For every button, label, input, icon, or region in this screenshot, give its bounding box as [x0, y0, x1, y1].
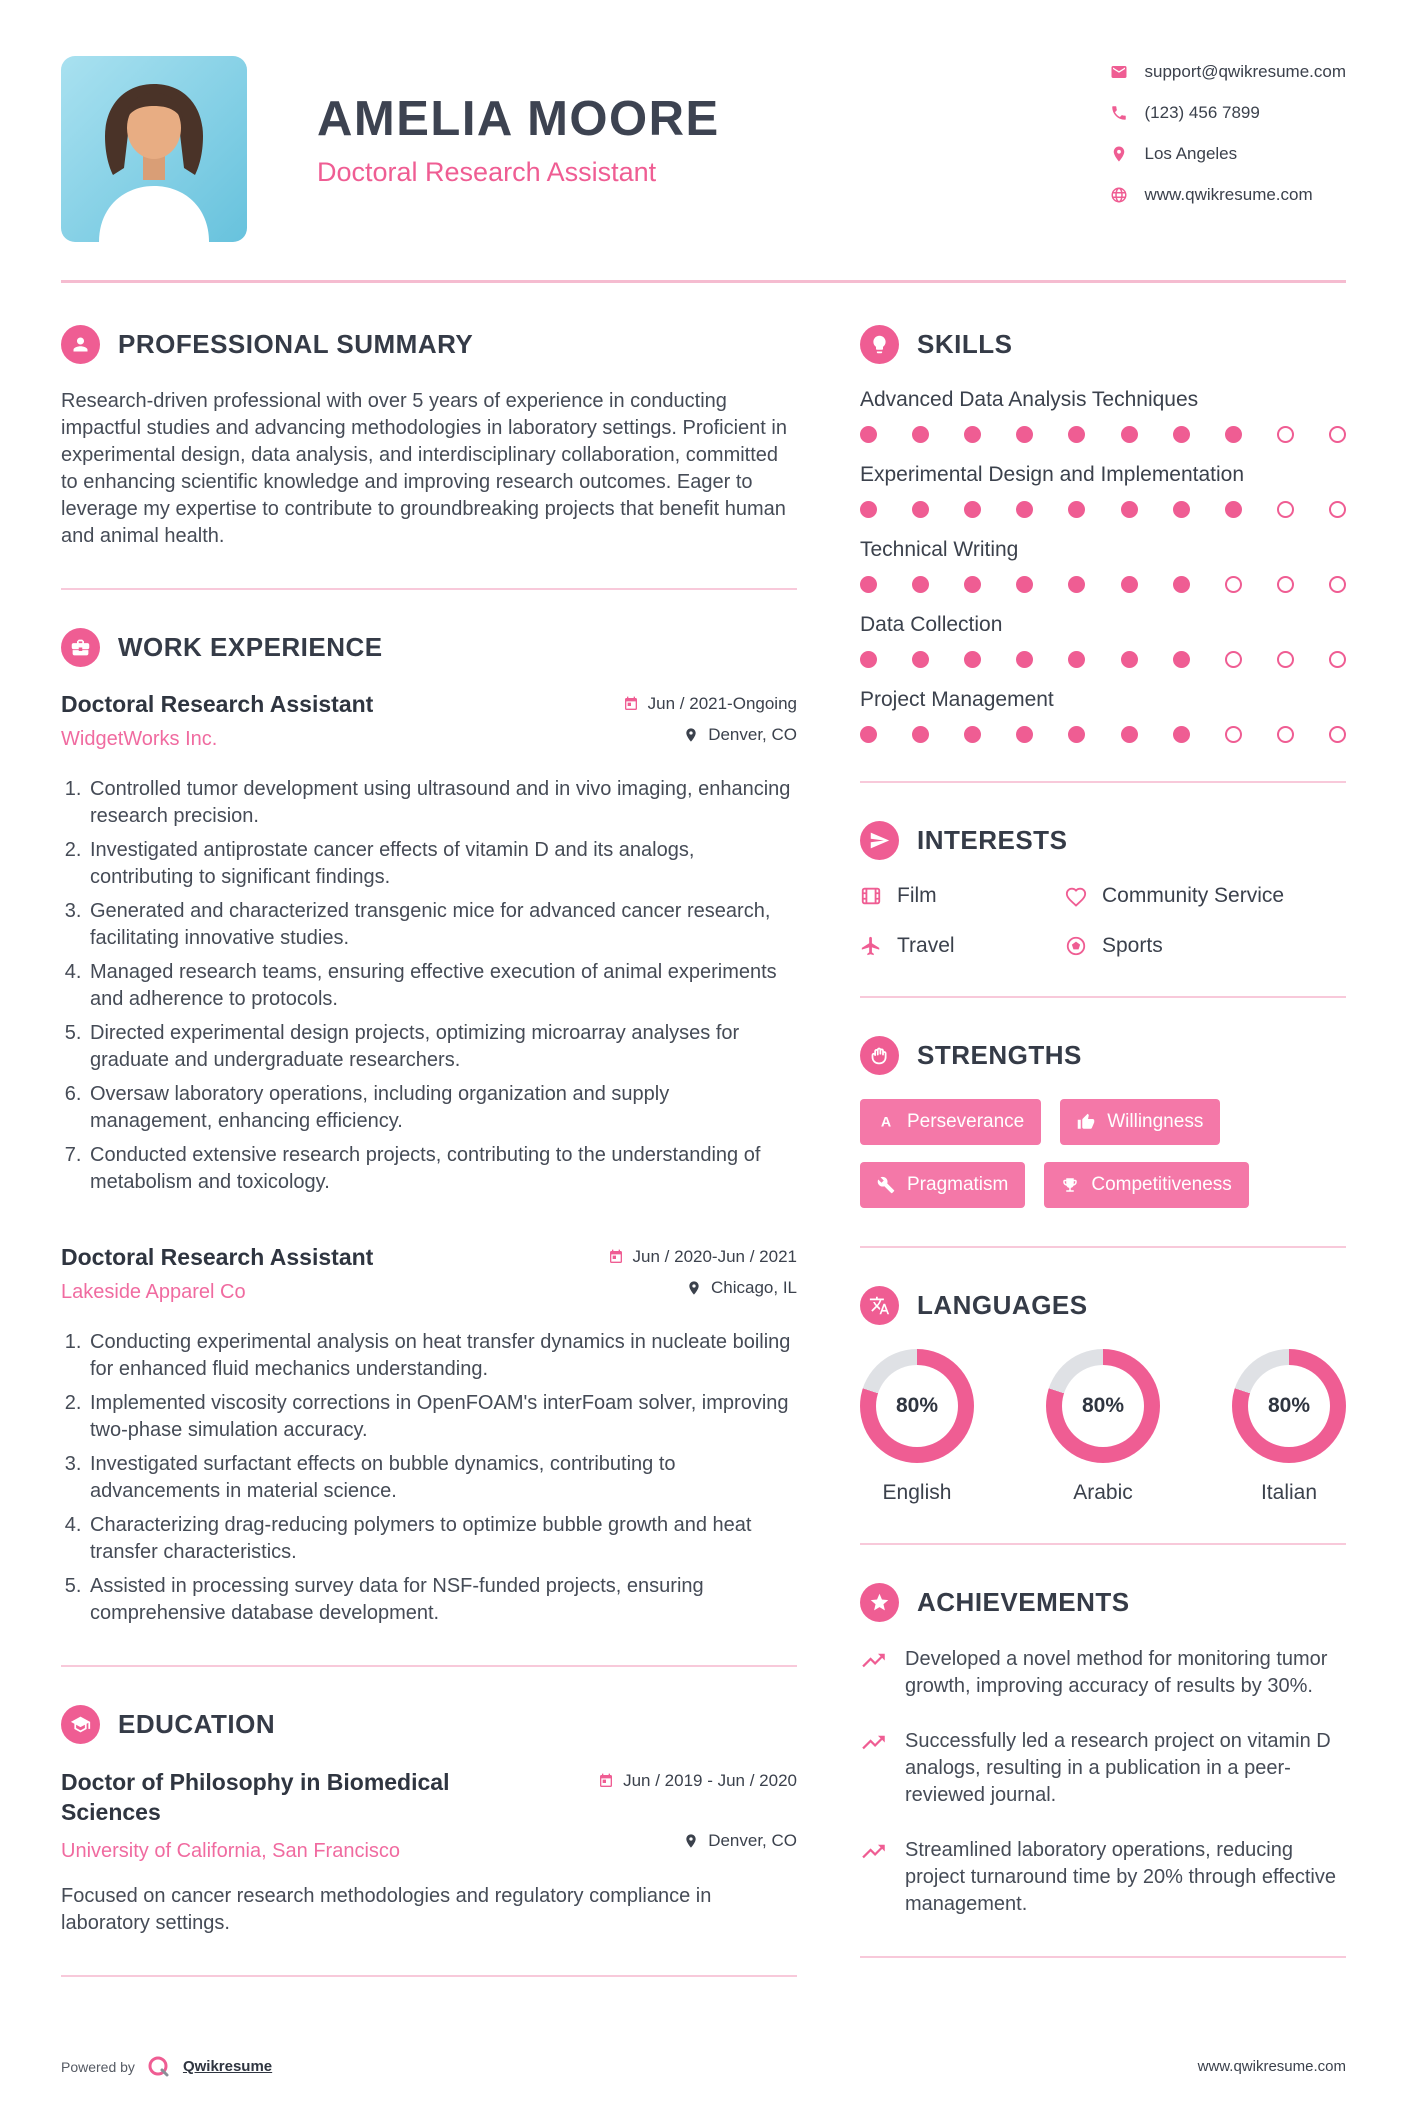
phone-icon: [1110, 104, 1128, 122]
job-head: [61, 1244, 797, 1309]
job-bullet: 5. Assisted in processing survey data for NSF-funded projects, ensuring comprehensive database development.: [87, 1573, 797, 1627]
trophy-icon: [1061, 1176, 1079, 1194]
interest-item: [1065, 884, 1346, 908]
rating-dot-filled: [1016, 726, 1033, 743]
svg-text:A: A: [880, 1114, 892, 1131]
section-divider: [860, 996, 1346, 998]
interests-header: [860, 821, 1346, 860]
job-bullet: 1. Controlled tumor development using ultrasound and in vivo imaging, enhancing research precision.: [87, 776, 797, 830]
rating-dot-filled: [964, 426, 981, 443]
language-percent: 80%: [1248, 1365, 1330, 1447]
achievement-item: [860, 1728, 1346, 1809]
strengths-section: [860, 1036, 1346, 1208]
education-location-text: Denver, CO: [708, 1830, 797, 1850]
job-location-text: Chicago, IL: [711, 1278, 797, 1297]
candidate-name: AMELIA MOORE: [317, 92, 720, 146]
translate-icon: [860, 1286, 899, 1325]
strength-chip: [860, 1099, 1041, 1145]
language-name: Arabic: [1073, 1481, 1133, 1504]
rating-dot-filled: [912, 576, 929, 593]
section-title-skills: SKILLS: [917, 329, 1013, 359]
language-item: [860, 1349, 974, 1505]
pin-icon: [1110, 145, 1128, 163]
languages-list: [860, 1349, 1346, 1505]
briefcase-icon: [61, 628, 100, 667]
contact-item: [1110, 144, 1347, 164]
achievements-section: [860, 1583, 1346, 1918]
calendar-icon: [623, 696, 639, 712]
strengths-list: [860, 1099, 1346, 1208]
achievement-text: Successfully led a research project on vitamin D analogs, resulting in a publication in a peer-reviewed journal.: [905, 1730, 1331, 1806]
skill-item: [860, 538, 1346, 593]
job-location-text: Denver, CO: [708, 725, 797, 744]
pin-icon: [683, 1833, 699, 1849]
skill-name: Advanced Data Analysis Techniques: [860, 388, 1199, 411]
person-icon: [61, 325, 100, 364]
qwikresume-logo-icon: [147, 2055, 171, 2079]
job-bullet: 4. Characterizing drag-reducing polymers to optimize bubble growth and heat transfer characteristics.: [87, 1512, 797, 1566]
language-item: [1232, 1349, 1346, 1505]
rating-dot-filled: [1068, 651, 1085, 668]
skill-rating: [860, 576, 1346, 593]
rating-dot-empty: [1277, 501, 1294, 518]
job-company: WidgetWorks Inc.: [61, 728, 218, 750]
interest-label: Community Service: [1102, 884, 1285, 907]
work-section: [61, 628, 797, 1627]
skill-name: Technical Writing: [860, 538, 1019, 561]
language-name: Italian: [1260, 1481, 1318, 1504]
portrait-illustration: [61, 56, 247, 242]
heart-icon: [1065, 885, 1087, 907]
interest-label: Film: [897, 884, 937, 907]
education-header: [61, 1705, 797, 1744]
skill-item: [860, 613, 1346, 668]
summary-section: [61, 325, 797, 550]
section-divider: [61, 1975, 797, 1977]
job-bullet: 1. Conducting experimental analysis on heat transfer dynamics in nucleate boiling for enhanced fluid mechanics understanding.: [87, 1329, 797, 1383]
skill-rating: [860, 426, 1346, 443]
rating-dot-filled: [1173, 651, 1190, 668]
strength-label: Competitiveness: [1091, 1174, 1232, 1195]
rating-dot-filled: [912, 651, 929, 668]
growth-icon: [860, 1838, 887, 1865]
skill-rating: [860, 726, 1346, 743]
job-bullet: 4. Managed research teams, ensuring effective execution of animal experiments and adherence to protocols.: [87, 959, 797, 1013]
interest-item: [860, 934, 1065, 958]
rating-dot-empty: [1329, 651, 1346, 668]
rating-dot-empty: [1329, 426, 1346, 443]
section-divider: [61, 588, 797, 590]
strength-chip: [1060, 1099, 1220, 1145]
section-divider: [61, 1665, 797, 1667]
medal-icon: [860, 1583, 899, 1622]
language-progress-ring: [860, 1349, 974, 1463]
footer: [61, 2015, 1346, 2079]
strength-label: Perseverance: [907, 1111, 1025, 1132]
qwikresume-link[interactable]: Qwikresume: [182, 2058, 273, 2076]
rating-dot-filled: [860, 426, 877, 443]
interest-item: [1065, 934, 1346, 958]
rating-dot-filled: [1121, 576, 1138, 593]
candidate-title: Doctoral Research Assistant: [317, 157, 657, 188]
rating-dot-filled: [1121, 651, 1138, 668]
language-progress-ring: [1046, 1349, 1160, 1463]
contact-text: (123) 456 7899: [1144, 103, 1260, 122]
job-entry: [61, 691, 797, 1196]
growth-icon: [860, 1647, 887, 1674]
achievements-header: [860, 1583, 1346, 1622]
language-percent: 80%: [1062, 1365, 1144, 1447]
powered-by-label: Powered by: [61, 2058, 135, 2075]
thumbs-up-icon: [1077, 1113, 1095, 1131]
rating-dot-filled: [1173, 576, 1190, 593]
job-dates: [608, 1247, 797, 1267]
content-columns: [61, 325, 1346, 2015]
degree-name: Doctor of Philosophy in Biomedical Sciences: [61, 1769, 450, 1825]
section-title-achievements: ACHIEVEMENTS: [917, 1587, 1130, 1617]
bold-a-icon: [877, 1113, 895, 1131]
job-bullet: 2. Implemented viscosity corrections in OpenFOAM's interFoam solver, improving two-phase simulation accuracy.: [87, 1390, 797, 1444]
skills-list: [860, 388, 1346, 743]
education-dates-text: Jun / 2019 - Jun / 2020: [623, 1771, 797, 1790]
skill-item: [860, 388, 1346, 443]
rating-dot-empty: [1329, 501, 1346, 518]
rating-dot-filled: [860, 576, 877, 593]
summary-header: [61, 325, 797, 364]
education-description: Focused on cancer research methodologies and regulatory compliance in laboratory settings.: [61, 1884, 712, 1934]
achievement-text: Streamlined laboratory operations, reducing project turnaround time by 20% through effective management.: [905, 1839, 1336, 1915]
rating-dot-filled: [964, 651, 981, 668]
header-divider: [61, 280, 1346, 283]
languages-header: [860, 1286, 1346, 1325]
job-bullet: 7. Conducted extensive research projects, contributing to the understanding of metabolism and toxicology.: [87, 1142, 797, 1196]
education-row-1: [61, 1768, 797, 1828]
skill-rating: [860, 501, 1346, 518]
rating-dot-empty: [1225, 576, 1242, 593]
interest-label: Travel: [897, 934, 955, 957]
rating-dot-empty: [1329, 576, 1346, 593]
language-progress-ring: [1232, 1349, 1346, 1463]
rating-dot-filled: [1068, 576, 1085, 593]
rating-dot-filled: [860, 651, 877, 668]
calendar-icon: [608, 1249, 624, 1265]
job-title: Doctoral Research Assistant: [61, 1244, 374, 1270]
rating-dot-filled: [1016, 501, 1033, 518]
skill-name: Experimental Design and Implementation: [860, 463, 1245, 486]
envelope-icon: [1110, 63, 1128, 81]
rating-dot-filled: [1121, 726, 1138, 743]
education-row-2: [61, 1828, 797, 1863]
interests-section: [860, 821, 1346, 958]
skills-header: [860, 325, 1346, 364]
languages-section: [860, 1286, 1346, 1505]
bulb-icon: [860, 325, 899, 364]
skill-name: Data Collection: [860, 613, 1003, 636]
section-divider: [860, 781, 1346, 783]
rating-dot-filled: [1173, 501, 1190, 518]
rating-dot-filled: [1016, 426, 1033, 443]
contact-text: support@qwikresume.com: [1144, 62, 1346, 81]
right-column: [860, 325, 1346, 1996]
achievement-item: [860, 1837, 1346, 1918]
strength-label: Pragmatism: [907, 1174, 1009, 1195]
contact-text: www.qwikresume.com: [1144, 185, 1313, 204]
header: [61, 56, 1346, 242]
globe-icon: [1110, 186, 1128, 204]
job-bullet: 6. Oversaw laboratory operations, including organization and supply management, enhancing efficiency.: [87, 1081, 797, 1135]
rating-dot-empty: [1277, 576, 1294, 593]
pin-icon: [686, 1280, 702, 1296]
rating-dot-filled: [1016, 651, 1033, 668]
job-meta: [608, 1244, 797, 1309]
language-percent: 80%: [876, 1365, 958, 1447]
job-dates-text: Jun / 2020-Jun / 2021: [632, 1247, 797, 1266]
wrench-icon: [877, 1176, 895, 1194]
education-section: [61, 1705, 797, 1937]
rating-dot-filled: [1121, 426, 1138, 443]
section-divider: [860, 1956, 1346, 1958]
contact-item: [1110, 62, 1347, 82]
strength-label: Willingness: [1107, 1111, 1204, 1132]
contact-item: [1110, 103, 1347, 123]
job-entry: [61, 1244, 797, 1627]
name-block: [317, 56, 720, 188]
summary-text: Research-driven professional with over 5 years of experience in conducting impactful studies and advancing methodologies in laboratory settings. Proficient in experimental design, data analysis, and interdisciplinary collaboration, committed to enhancing scientific knowledge and improving research outcomes. Eager to leverage my expertise to contribute to groundbreaking projects that benefit human and animal health.: [61, 390, 787, 547]
job-bullet: 5. Directed experimental design projects, optimizing microarray analyses for graduate and undergraduate researchers.: [87, 1020, 797, 1074]
skill-name: Project Management: [860, 688, 1054, 711]
skill-item: [860, 688, 1346, 743]
work-jobs: [61, 691, 797, 1627]
achievements-list: [860, 1646, 1346, 1918]
pin-icon: [683, 727, 699, 743]
job-title: Doctoral Research Assistant: [61, 691, 374, 717]
section-title-education: EDUCATION: [118, 1709, 276, 1739]
section-divider: [860, 1543, 1346, 1545]
contact-text: Los Angeles: [1144, 144, 1238, 163]
language-name: English: [882, 1481, 952, 1504]
skill-item: [860, 463, 1346, 518]
rating-dot-filled: [912, 726, 929, 743]
rating-dot-empty: [1225, 726, 1242, 743]
rating-dot-filled: [1173, 426, 1190, 443]
rating-dot-filled: [912, 426, 929, 443]
rating-dot-empty: [1277, 726, 1294, 743]
job-bullet: 2. Investigated antiprostate cancer effects of vitamin D and its analogs, contributing to significant findings.: [87, 837, 797, 891]
profile-photo: [61, 56, 247, 242]
rating-dot-filled: [1016, 576, 1033, 593]
job-meta: [623, 691, 797, 756]
interests-grid: [860, 884, 1346, 958]
education-meta: [598, 1768, 797, 1802]
rating-dot-filled: [860, 501, 877, 518]
interest-label: Sports: [1102, 934, 1163, 957]
calendar-icon: [598, 1773, 614, 1789]
rating-dot-filled: [1173, 726, 1190, 743]
skill-rating: [860, 651, 1346, 668]
growth-icon: [860, 1729, 887, 1756]
rating-dot-filled: [1068, 501, 1085, 518]
film-icon: [860, 885, 882, 907]
rating-dot-filled: [1225, 426, 1242, 443]
footer-website: www.qwikresume.com: [1197, 2058, 1346, 2076]
job-bullets: [61, 776, 797, 1196]
job-head: [61, 691, 797, 756]
achievement-item: [860, 1646, 1346, 1700]
education-dates: [598, 1771, 797, 1791]
left-column: [61, 325, 797, 2015]
section-divider: [860, 1246, 1346, 1248]
education-location-meta: [683, 1828, 797, 1862]
job-bullet: 3. Generated and characterized transgenic mice for advanced cancer research, facilitating innovative studies.: [87, 898, 797, 952]
rating-dot-filled: [964, 576, 981, 593]
interest-item: [860, 884, 1065, 908]
job-company: Lakeside Apparel Co: [61, 1281, 246, 1303]
rating-dot-filled: [1068, 426, 1085, 443]
rating-dot-empty: [1277, 426, 1294, 443]
section-title-languages: LANGUAGES: [917, 1290, 1088, 1320]
contact-list: [1110, 56, 1347, 205]
strength-chip: [1044, 1162, 1248, 1208]
fist-icon: [860, 1036, 899, 1075]
section-title-work: WORK EXPERIENCE: [118, 632, 383, 662]
contact-item: [1110, 185, 1347, 205]
achievement-text: Developed a novel method for monitoring tumor growth, improving accuracy of results by 30%.: [905, 1648, 1328, 1697]
rating-dot-empty: [1225, 651, 1242, 668]
job-bullets: [61, 1329, 797, 1627]
rating-dot-filled: [1068, 726, 1085, 743]
job-dates-text: Jun / 2021-Ongoing: [647, 694, 797, 713]
paper-plane-icon: [860, 821, 899, 860]
strength-chip: [860, 1162, 1025, 1208]
school-name: University of California, San Francisco: [61, 1839, 401, 1862]
section-title-interests: INTERESTS: [917, 825, 1068, 855]
rating-dot-empty: [1329, 726, 1346, 743]
job-dates: [623, 694, 797, 714]
rating-dot-filled: [964, 726, 981, 743]
ball-icon: [1065, 935, 1087, 957]
job-location: [608, 1278, 797, 1298]
rating-dot-filled: [912, 501, 929, 518]
section-title-summary: PROFESSIONAL SUMMARY: [118, 329, 474, 359]
section-title-strengths: STRENGTHS: [917, 1040, 1082, 1070]
rating-dot-filled: [1225, 501, 1242, 518]
skills-section: [860, 325, 1346, 743]
grad-cap-icon: [61, 1705, 100, 1744]
job-bullet: 3. Investigated surfactant effects on bubble dynamics, contributing to advancements in material science.: [87, 1451, 797, 1505]
job-location: [623, 725, 797, 745]
work-header: [61, 628, 797, 667]
language-item: [1046, 1349, 1160, 1505]
rating-dot-filled: [1121, 501, 1138, 518]
rating-dot-filled: [964, 501, 981, 518]
strengths-header: [860, 1036, 1346, 1075]
rating-dot-filled: [860, 726, 877, 743]
rating-dot-empty: [1277, 651, 1294, 668]
education-location: [683, 1831, 797, 1851]
plane-icon: [860, 935, 882, 957]
